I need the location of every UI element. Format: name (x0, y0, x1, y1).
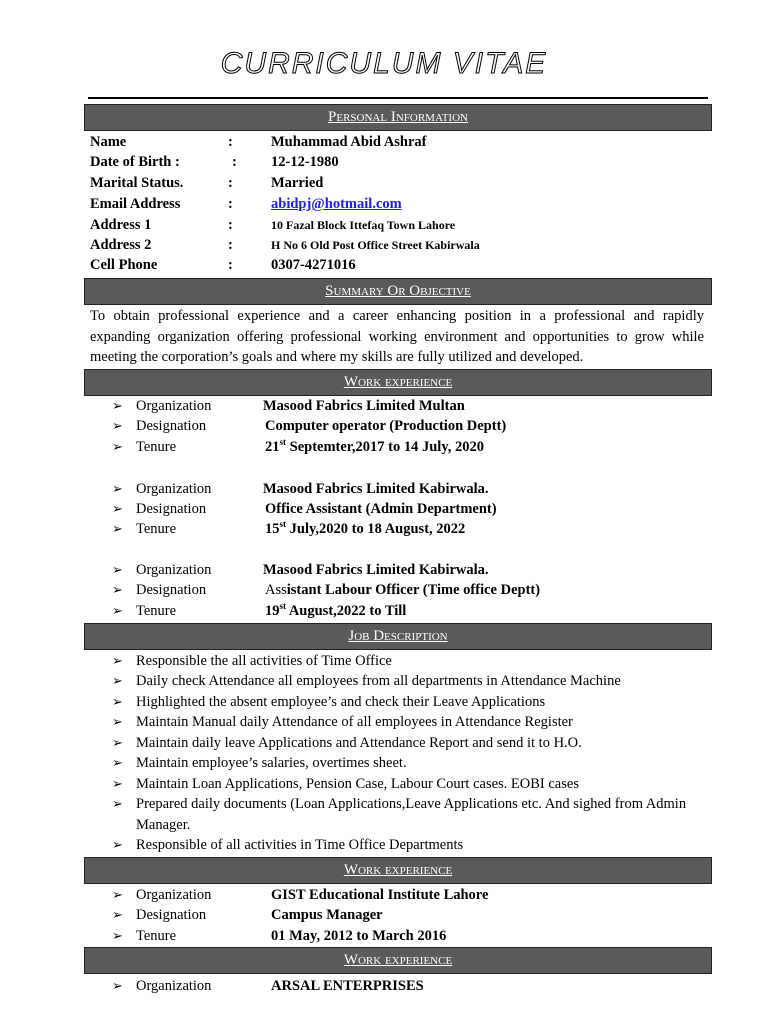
job-organization-row (0, 976, 768, 996)
field-label: Tenure (136, 439, 177, 455)
job-duty-item (0, 835, 768, 855)
designation-prefix: Ass (265, 582, 287, 598)
arrow-bullet-icon: ➢ (112, 978, 123, 993)
info-colon: : (228, 217, 233, 233)
field-label: Organization (136, 562, 212, 578)
duty-text: Maintain daily leave Applications and Attendance Report and send it to H.O. (136, 735, 582, 751)
job-designation-row (0, 580, 768, 600)
tenure-value: 01 May, 2012 to March 2016 (271, 928, 447, 944)
arrow-bullet-icon: ➢ (112, 887, 123, 902)
info-colon: : (228, 134, 233, 150)
arrow-bullet-icon: ➢ (112, 714, 123, 729)
organization-value: ARSAL ENTERPRISES (271, 978, 424, 994)
organization-value: Masood Fabrics Limited Multan (263, 398, 465, 414)
field-label: Organization (136, 398, 212, 414)
info-colon: : (228, 237, 233, 253)
arrow-bullet-icon: ➢ (112, 603, 123, 618)
info-colon: : (228, 175, 233, 191)
tenure-value (265, 437, 484, 457)
tenure-day: 21 (265, 439, 280, 455)
section-header-personal: Personal Information (84, 104, 712, 131)
job-duty-item (0, 753, 768, 773)
job-duty-item (0, 692, 768, 712)
info-label: Address 1 (90, 217, 152, 233)
section-header-job-description: Job Description (84, 623, 712, 650)
duty-text: Highlighted the absent employee’s and check their Leave Applications (136, 694, 546, 710)
arrow-bullet-icon: ➢ (112, 796, 123, 811)
field-label: Tenure (136, 603, 177, 619)
field-label: Designation (136, 418, 207, 434)
arrow-bullet-icon: ➢ (112, 776, 123, 791)
arrow-bullet-icon: ➢ (112, 755, 123, 770)
designation-value: Computer operator (Production Deptt) (265, 418, 507, 434)
duty-text: Daily check Attendance all employees from all departments in Attendance Machine (136, 673, 621, 689)
arrow-bullet-icon: ➢ (112, 907, 123, 922)
section-header-work-experience: Work experience (84, 857, 712, 884)
job-tenure-row (0, 519, 768, 539)
job-duty-item (0, 712, 768, 732)
field-label: Organization (136, 978, 212, 994)
arrow-bullet-icon: ➢ (112, 582, 123, 597)
job-duty-item (0, 651, 768, 671)
duty-text: Responsible the all activities of Time Office (136, 653, 392, 669)
tenure-suffix: st (279, 519, 286, 530)
tenure-value (265, 519, 465, 539)
job-designation-row (0, 905, 768, 925)
field-label: Organization (136, 481, 212, 497)
arrow-bullet-icon: ➢ (112, 694, 123, 709)
email-link[interactable]: abidpj@hotmail.com (271, 196, 402, 212)
job-organization-row (0, 396, 768, 416)
info-label: Cell Phone (90, 257, 158, 273)
duty-text: Maintain Loan Applications, Pension Case, Labour Court cases. EOBI cases (136, 776, 579, 792)
designation-rest: istant Labour Officer (Time office Deptt) (286, 582, 541, 598)
arrow-bullet-icon: ➢ (112, 439, 123, 454)
duty-text: Responsible of all activities in Time Office Departments (136, 837, 464, 853)
job-designation-row (0, 499, 768, 519)
field-label: Organization (136, 887, 212, 903)
field-label: Designation (136, 582, 207, 598)
arrow-bullet-icon: ➢ (112, 928, 123, 943)
section-header-summary: Summary Or Objective (84, 278, 712, 305)
arrow-bullet-icon: ➢ (112, 501, 123, 516)
info-label: Name (90, 134, 127, 150)
job-designation-row (0, 416, 768, 436)
job-duty-item (0, 733, 768, 753)
job-duty-item (0, 671, 768, 691)
arrow-bullet-icon: ➢ (112, 481, 123, 496)
tenure-suffix: st (279, 601, 286, 612)
job-organization-row (0, 479, 768, 499)
arrow-bullet-icon: ➢ (112, 837, 123, 852)
designation-value: Campus Manager (271, 907, 383, 923)
job-organization-row (0, 885, 768, 905)
arrow-bullet-icon: ➢ (112, 673, 123, 688)
tenure-day: 15 (265, 521, 280, 537)
arrow-bullet-icon: ➢ (112, 521, 123, 536)
field-label: Tenure (136, 521, 177, 537)
info-label: Date of Birth : (90, 154, 180, 170)
duty-text: Prepared daily documents (Loan Applications,Leave Applications etc. And sighed from Admin Manager. (136, 796, 687, 833)
field-label: Tenure (136, 928, 177, 944)
duty-text: Maintain Manual daily Attendance of all employees in Attendance Register (136, 714, 573, 730)
info-colon: : (228, 257, 233, 273)
summary-paragraph: To obtain professional experience and a career enhancing position in a professional and rapidly expanding organization offering professional working environment and opportunities to grow while meeting the corporation’s goals and where my skills are fully utilized and developed. (90, 308, 704, 365)
job-tenure-row (0, 601, 768, 621)
info-value: Muhammad Abid Ashraf (271, 134, 427, 150)
info-label: Marital Status. (90, 175, 184, 191)
duty-text: Maintain employee’s salaries, overtimes sheet. (136, 755, 407, 771)
job-duty-item (0, 794, 768, 836)
tenure-suffix: st (279, 437, 286, 448)
designation-value: Office Assistant (Admin Department) (265, 501, 497, 517)
section-header-work-experience: Work experience (84, 947, 712, 974)
info-value: H No 6 Old Post Office Street Kabirwala (271, 238, 480, 252)
designation-value (265, 580, 540, 600)
document-title: CURRICULUM VITAE (220, 47, 548, 80)
organization-value: Masood Fabrics Limited Kabirwala. (263, 562, 489, 578)
tenure-rest: July,2020 to 18 August, 2022 (286, 521, 466, 537)
tenure-day: 19 (265, 603, 280, 619)
arrow-bullet-icon: ➢ (112, 418, 123, 433)
arrow-bullet-icon: ➢ (112, 398, 123, 413)
info-colon: : (232, 154, 237, 170)
job-tenure-row (0, 926, 768, 946)
info-value: 10 Fazal Block Ittefaq Town Lahore (271, 218, 456, 232)
info-label: Email Address (90, 196, 181, 212)
info-label: Address 2 (90, 237, 152, 253)
arrow-bullet-icon: ➢ (112, 562, 123, 577)
job-organization-row (0, 560, 768, 580)
organization-value: GIST Educational Institute Lahore (271, 887, 489, 903)
field-label: Designation (136, 501, 207, 517)
info-value: 0307-4271016 (271, 257, 356, 273)
arrow-bullet-icon: ➢ (112, 735, 123, 750)
job-tenure-row (0, 437, 768, 457)
field-label: Designation (136, 907, 207, 923)
tenure-rest: August,2022 to Till (286, 603, 407, 619)
organization-value: Masood Fabrics Limited Kabirwala. (263, 481, 489, 497)
tenure-rest: Septemter,2017 to 14 July, 2020 (286, 439, 485, 455)
job-duty-item (0, 774, 768, 794)
info-value: Married (271, 175, 324, 191)
section-header-work-experience: Work experience (84, 369, 712, 396)
info-colon: : (228, 196, 233, 212)
tenure-value (265, 601, 406, 621)
info-value: 12-12-1980 (271, 154, 339, 170)
title-divider (88, 97, 708, 99)
arrow-bullet-icon: ➢ (112, 653, 123, 668)
